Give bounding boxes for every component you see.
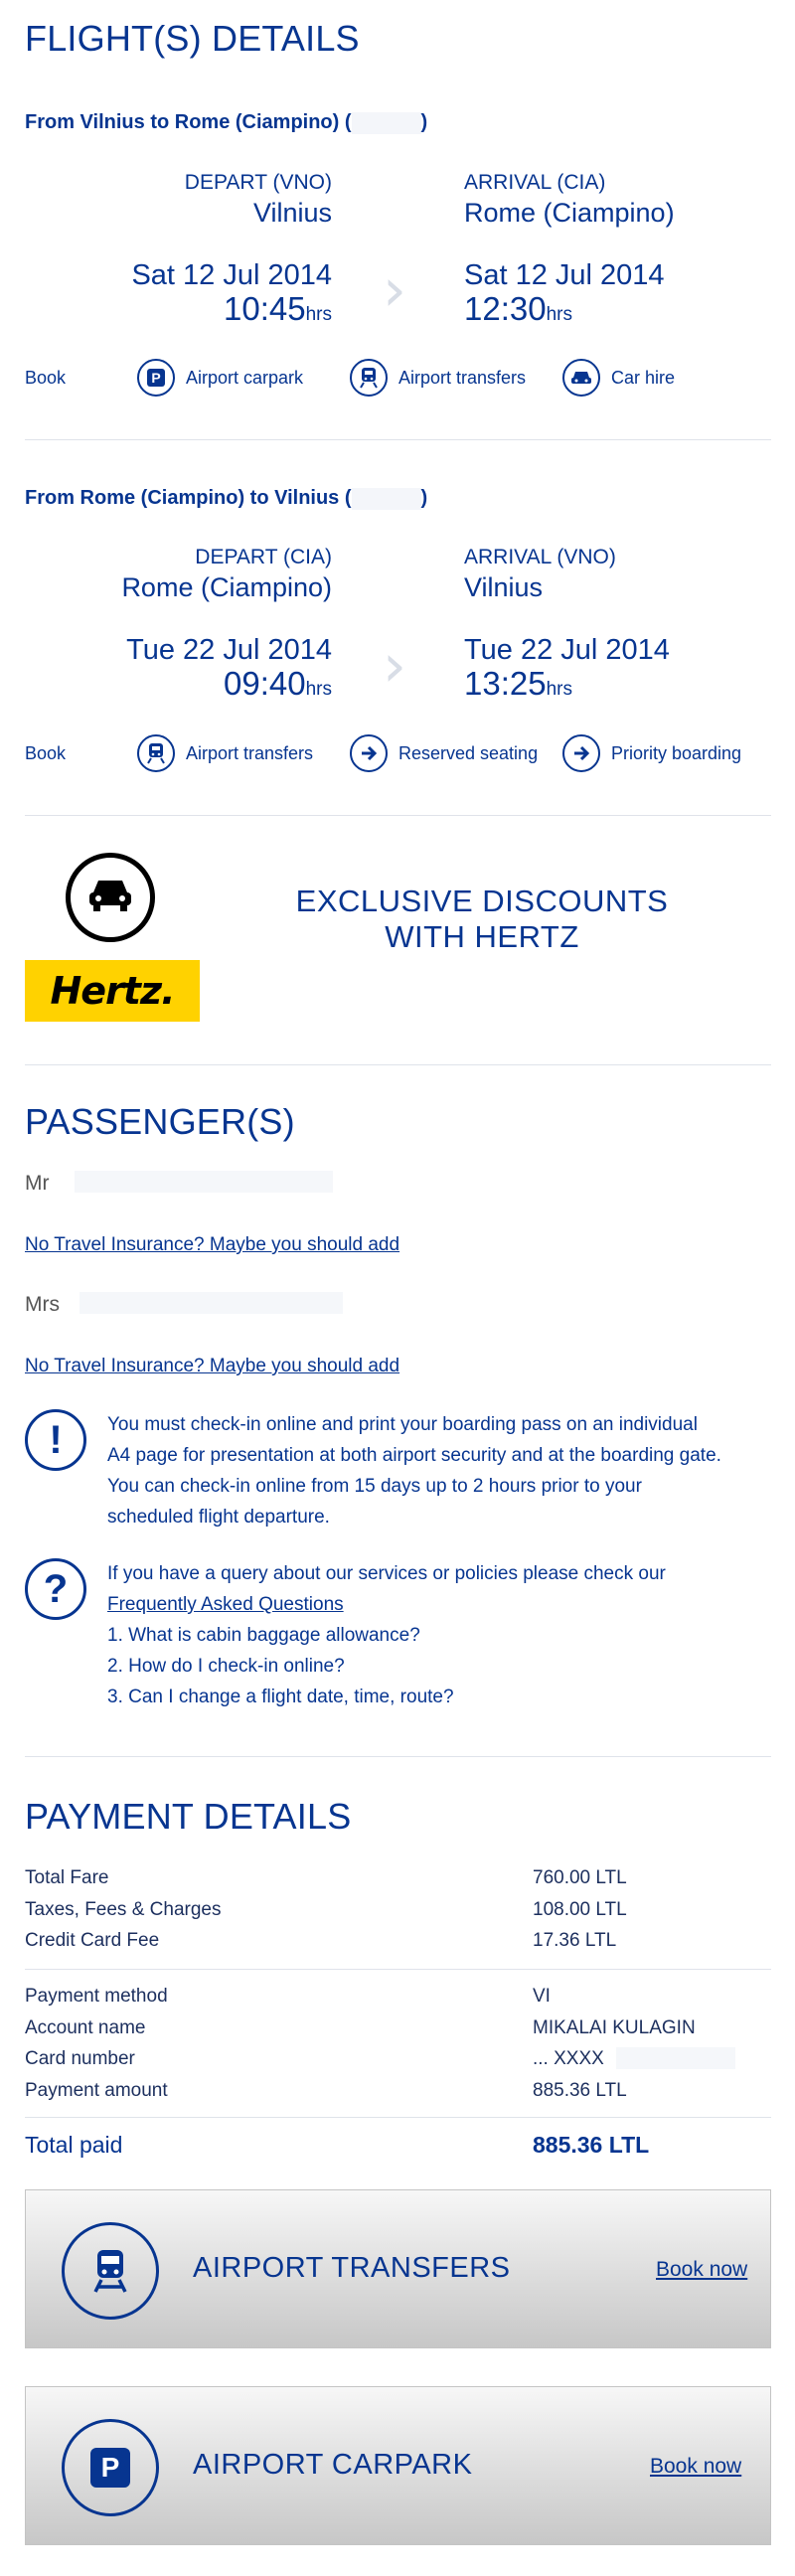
checkin-notice (107, 1409, 783, 1532)
outbound-link-transfers[interactable]: Airport transfers (398, 368, 527, 388)
cc-fee-label: Credit Card Fee (25, 1930, 160, 1951)
parking-icon: P (62, 2419, 159, 2516)
train-icon[interactable] (137, 734, 175, 772)
return-depart-city: Rome (Ciampino) (121, 572, 332, 602)
divider (25, 1756, 771, 1757)
hrs-suffix: hrs (546, 679, 572, 700)
total-fare-value: 760.00 LTL (533, 1867, 627, 1888)
airport-transfers-book-now[interactable]: Book now (656, 2258, 748, 2281)
add-insurance-link[interactable]: No Travel Insurance? Maybe you should add (25, 1356, 400, 1376)
payment-method-label: Payment method (25, 1986, 168, 2007)
car-key-icon[interactable] (66, 853, 155, 942)
redacted-booking-ref (352, 488, 421, 510)
passenger-title: Mr (25, 1172, 50, 1195)
outbound-depart-date: Sat 12 Jul 2014 (131, 259, 332, 291)
question-icon: ? (25, 1558, 86, 1620)
return-arrival-time-wrap (464, 665, 572, 703)
faq-question[interactable]: 3. Can I change a flight date, time, route? (107, 1687, 454, 1707)
return-arrival-time: 13:25 (464, 665, 547, 702)
passenger-title: Mrs (25, 1293, 60, 1316)
outbound-link-carpark[interactable]: Airport carpark (186, 368, 304, 388)
airport-transfers-banner[interactable] (25, 2189, 771, 2348)
train-icon[interactable] (350, 359, 388, 397)
card-number-label: Card number (25, 2048, 135, 2069)
return-depart-time-wrap (224, 665, 332, 703)
chevron-right-icon: › (383, 631, 406, 701)
airport-carpark-title: AIRPORT CARPARK (193, 2449, 473, 2481)
taxes-label: Taxes, Fees & Charges (25, 1899, 222, 1920)
taxes-value: 108.00 LTL (533, 1899, 627, 1920)
return-book-label: Book (25, 743, 67, 763)
payment-method-value: VI (533, 1986, 551, 2007)
faq-question[interactable]: 1. What is cabin baggage allowance? (107, 1625, 420, 1646)
account-name-value: MIKALAI KULAGIN (533, 2017, 696, 2038)
outbound-depart-time: 10:45 (224, 290, 306, 327)
add-insurance-link[interactable]: No Travel Insurance? Maybe you should add (25, 1234, 400, 1255)
return-depart-label: DEPART (CIA) (195, 546, 332, 568)
arrow-right-icon[interactable] (350, 734, 388, 772)
hertz-promo-line1: EXCLUSIVE DISCOUNTS (295, 884, 669, 918)
outbound-depart-label: DEPART (VNO) (184, 171, 332, 194)
flights-heading: FLIGHT(S) DETAILS (25, 18, 360, 59)
outbound-arrival-date: Sat 12 Jul 2014 (464, 259, 665, 291)
return-link-priority-boarding[interactable]: Priority boarding (611, 743, 742, 763)
outbound-route (25, 111, 427, 134)
return-link-reserved-seating[interactable]: Reserved seating (398, 743, 539, 763)
train-icon (62, 2222, 159, 2320)
payment-amount-label: Payment amount (25, 2080, 168, 2101)
hertz-promo-line2: WITH HERTZ (385, 919, 579, 954)
car-icon[interactable] (562, 359, 600, 397)
total-paid-label: Total paid (25, 2132, 123, 2158)
return-arrival-city: Vilnius (464, 572, 544, 602)
redacted-passenger-name (75, 1171, 333, 1193)
exclamation-icon: ! (25, 1409, 86, 1471)
airport-transfers-title: AIRPORT TRANSFERS (193, 2252, 511, 2284)
payment-heading: PAYMENT DETAILS (25, 1796, 352, 1837)
total-paid-value: 885.36 LTL (533, 2132, 650, 2158)
faq-link[interactable]: Frequently Asked Questions (107, 1594, 344, 1615)
outbound-route-text: From Vilnius to Rome (Ciampino) ( (25, 111, 352, 133)
checkin-notice-line: scheduled flight departure. (107, 1507, 330, 1528)
card-number-value: ... XXXX (533, 2048, 604, 2069)
return-depart-time: 09:40 (224, 665, 306, 702)
redacted-booking-ref (352, 112, 421, 134)
airport-carpark-banner[interactable] (25, 2386, 771, 2545)
arrow-right-icon[interactable] (562, 734, 600, 772)
checkin-notice-line: A4 page for presentation at both airport security and at the boarding gate. (107, 1445, 721, 1466)
return-link-transfers[interactable]: Airport transfers (186, 743, 314, 763)
faq-intro: If you have a query about our services or policies please check our (107, 1563, 666, 1584)
return-arrival-date: Tue 22 Jul 2014 (464, 634, 670, 666)
hertz-logo[interactable] (25, 960, 200, 1022)
cc-fee-value: 17.36 LTL (533, 1930, 617, 1951)
return-arrival-label: ARRIVAL (VNO) (464, 546, 616, 568)
divider (25, 1064, 771, 1065)
return-route (25, 487, 427, 510)
checkin-notice-line: You must check-in online and print your boarding pass on an individual (107, 1414, 698, 1435)
hertz-logo-text: Hertz. (50, 969, 175, 1013)
outbound-link-car-hire[interactable]: Car hire (611, 368, 676, 388)
redacted-card-digits (616, 2047, 735, 2069)
chevron-right-icon: › (383, 255, 406, 325)
divider (25, 1969, 771, 1970)
return-depart-date: Tue 22 Jul 2014 (126, 634, 332, 666)
return-route-text: From Rome (Ciampino) to Vilnius ( (25, 487, 352, 509)
airport-carpark-book-now[interactable]: Book now (650, 2455, 742, 2478)
hertz-promo[interactable] (283, 884, 681, 955)
parking-icon[interactable]: P (137, 359, 175, 397)
divider (25, 2117, 771, 2118)
outbound-arrival-time-wrap (464, 290, 572, 328)
total-fare-label: Total Fare (25, 1867, 109, 1888)
hrs-suffix: hrs (546, 304, 572, 325)
passengers-heading: PASSENGER(S) (25, 1101, 295, 1142)
outbound-route-close: ) (420, 111, 428, 133)
hrs-suffix: hrs (305, 679, 332, 700)
redacted-passenger-name (80, 1292, 343, 1314)
outbound-book-label: Book (25, 368, 67, 388)
payment-amount-value: 885.36 LTL (533, 2080, 627, 2101)
outbound-depart-time-wrap (224, 290, 332, 328)
outbound-arrival-time: 12:30 (464, 290, 547, 327)
outbound-arrival-label: ARRIVAL (CIA) (464, 171, 606, 194)
faq-block (107, 1558, 783, 1712)
account-name-label: Account name (25, 2017, 146, 2038)
outbound-arrival-city: Rome (Ciampino) (464, 198, 675, 228)
checkin-notice-line: You can check-in online from 15 days up to 2 hours prior to your (107, 1476, 642, 1497)
hrs-suffix: hrs (305, 304, 332, 325)
divider (25, 439, 771, 440)
outbound-depart-city: Vilnius (252, 198, 332, 228)
faq-question[interactable]: 2. How do I check-in online? (107, 1656, 345, 1677)
divider (25, 815, 771, 816)
return-route-close: ) (420, 487, 428, 509)
